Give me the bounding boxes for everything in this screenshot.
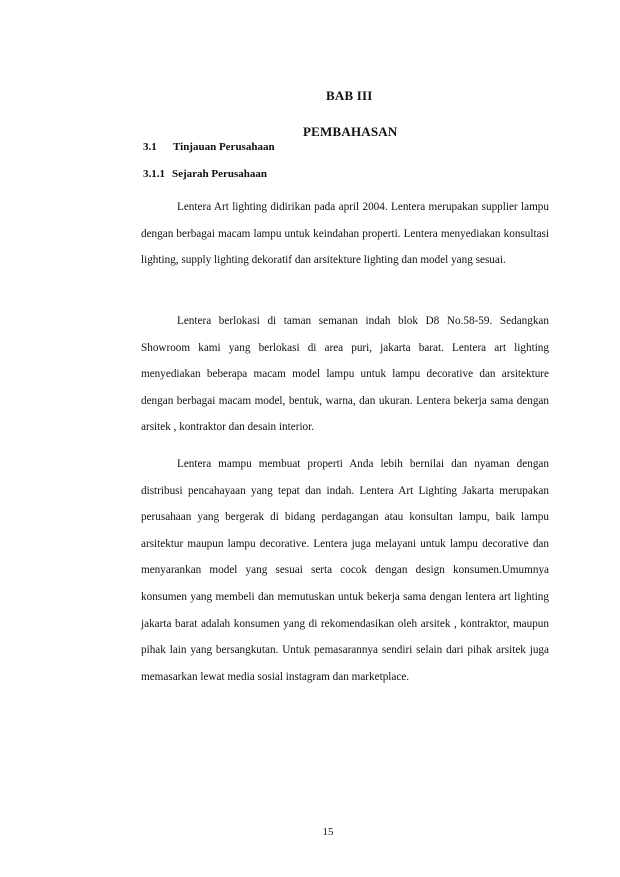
page-number: 15 (322, 826, 334, 838)
section-number: 3.1 (143, 141, 157, 153)
paragraph-1: Lentera Art lighting didirikan pada april 2004. Lentera merupakan supplier lampu dengan berbagai macam lampu untuk keindahan properti. Lentera menyediakan konsultasi lighting, supply lighting dekoratif dan arsitekture lighting dan model yang sesuai. (141, 201, 549, 267)
subsection-heading (143, 168, 267, 180)
paragraph-2: Lentera berlokasi di taman semanan indah blok D8 No.58-59. Sedangkan Showroom kami yang berlokasi di area puri, jakarta barat. Lentera art lighting menyediakan beberapa macam model lampu untuk lampu decorative dan arsitekture dengan berbagai macam model, bentuk, warna, dan ukuran. Lentera bekerja sama dengan arsitek , kontraktor dan desain interior. (141, 315, 549, 434)
section-heading (143, 141, 275, 153)
section-title: Tinjauan Perusahaan (173, 141, 275, 153)
chapter-title: PEMBAHASAN (303, 124, 398, 139)
subsection-number: 3.1.1 (143, 168, 165, 180)
subsection-title: Sejarah Perusahaan (172, 168, 268, 180)
paragraph-3: Lentera mampu membuat properti Anda lebih bernilai dan nyaman dengan distribusi pencahayaan yang tepat dan indah. Lentera Art Lighting Jakarta merupakan perusahaan yang bergerak di bidang perdagangan atau konsultan lampu, baik lampu arsitektur maupun lampu decorative. Lentera juga melayani untuk lampu decorative dan menyarankan model yang sesuai serta cocok dengan design konsumen.Umumnya konsumen yang membeli dan memutuskan untuk bekerja sama dengan lentera art lighting jakarta barat adalah konsumen yang di rekomendasikan oleh arsitek , kontraktor, maupun pihak lain yang bersangkutan. Untuk pemasarannya sendiri selain dari pihak arsitek juga memasarkan lewat media sosial instagram dan marketplace. (141, 458, 549, 683)
chapter-number: BAB III (326, 88, 373, 103)
